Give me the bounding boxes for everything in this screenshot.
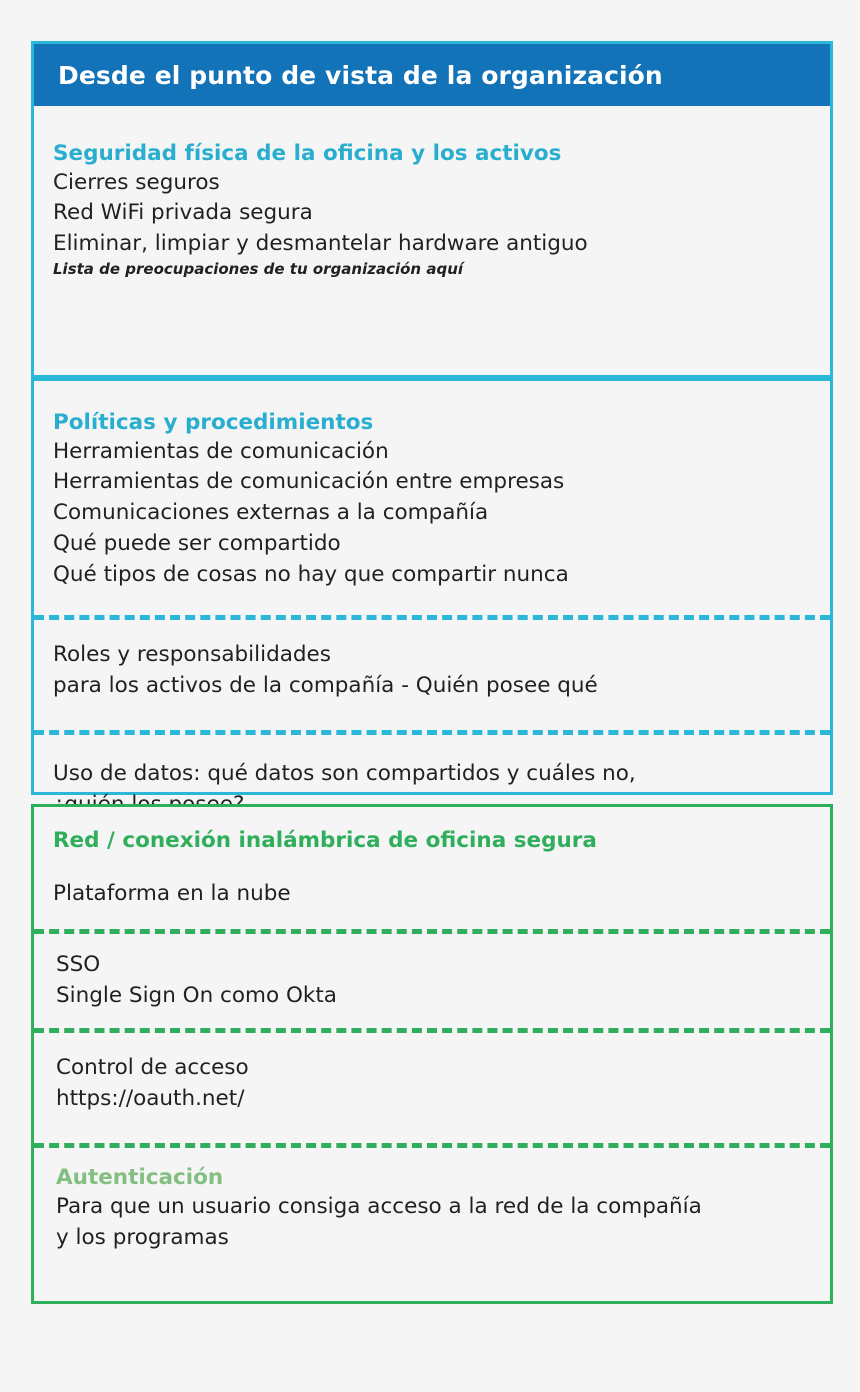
- list-item: Uso de datos: qué datos son compartidos y cuáles no,: [53, 761, 636, 787]
- block-policies: [34, 381, 830, 615]
- list-item: Herramientas de comunicación entre empresas: [53, 469, 565, 495]
- heading-policies: Políticas y procedimientos: [53, 410, 374, 435]
- card-organization-viewpoint: [31, 41, 833, 378]
- list-item: Qué puede ser compartido: [53, 531, 341, 557]
- heading-authentication: Autenticación: [56, 1165, 224, 1191]
- block-network-heading: [34, 807, 830, 929]
- list-item: Comunicaciones externas a la compañía: [53, 500, 489, 526]
- block-authentication: [34, 1148, 830, 1253]
- block-access-control: [34, 1033, 830, 1143]
- block-sso: [34, 934, 830, 1028]
- header-banner: [34, 44, 830, 106]
- block-roles-responsibilities: [34, 620, 830, 730]
- list-item: Herramientas de comunicación: [53, 438, 389, 464]
- list-item: y los programas: [56, 1224, 229, 1250]
- list-item: Plataforma en la nube: [53, 880, 291, 906]
- page-title: Desde el punto de vista de la organización: [58, 60, 663, 90]
- list-item: para los activos de la compañía - Quién posee qué: [53, 673, 598, 699]
- list-item: Cierres seguros: [53, 169, 220, 195]
- list-item: SSO: [56, 952, 101, 978]
- list-item: Qué tipos de cosas no hay que compartir nunca: [53, 562, 569, 588]
- note-physical-security: Lista de preocupaciones de tu organización aquí: [53, 260, 464, 279]
- block-physical-security: [34, 106, 830, 278]
- list-item: Para que un usuario consiga acceso a la red de la compañía: [56, 1193, 702, 1219]
- heading-secure-network: Red / conexión inalámbrica de oficina segura: [53, 828, 597, 853]
- list-item: Red WiFi privada segura: [53, 200, 313, 226]
- list-item: Control de acceso: [56, 1055, 249, 1081]
- heading-physical-security: Seguridad física de la oficina y los activos: [53, 141, 562, 166]
- list-item: Single Sign On como Okta: [56, 983, 337, 1009]
- list-item: Eliminar, limpiar y desmantelar hardware antiguo: [53, 231, 588, 257]
- card-policies-procedures: [31, 378, 833, 795]
- card-secure-network: [31, 804, 833, 1304]
- list-item: Roles y responsabilidades: [53, 642, 331, 668]
- link-oauth[interactable]: https://oauth.net/: [56, 1086, 245, 1112]
